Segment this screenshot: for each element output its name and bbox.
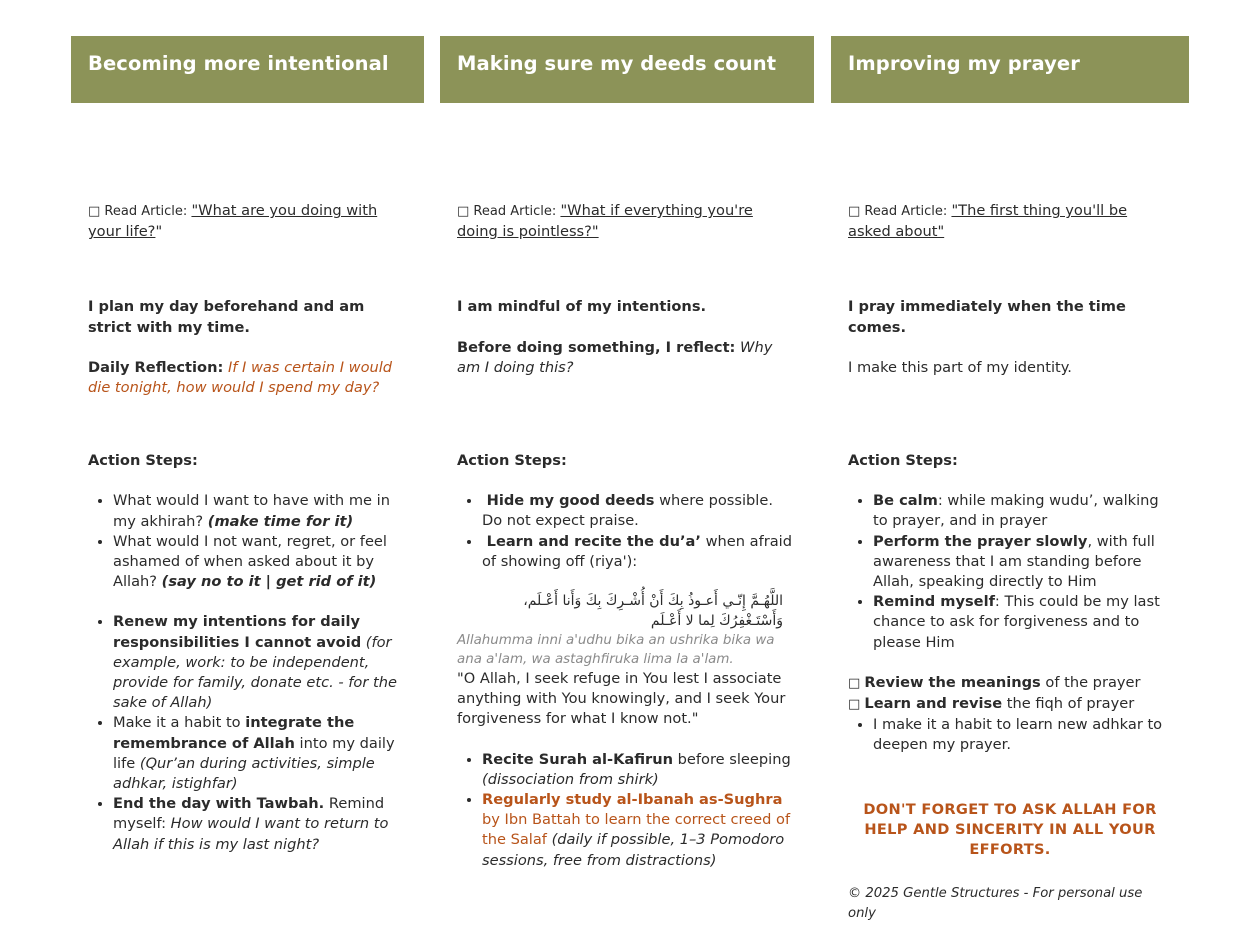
checkbox-item-meanings[interactable]	[848, 673, 1172, 694]
list-item	[873, 491, 1172, 531]
step-text: : This could be my last chance to ask for forgiveness and to please Him	[873, 593, 1160, 651]
step-bold: Renew my intentions for daily responsibilities I cannot avoid	[113, 613, 362, 651]
column-header: Becoming more intentional	[71, 36, 424, 103]
action-steps-list-2	[848, 715, 1172, 755]
reflection-label: Before doing something, I reflect:	[457, 338, 736, 356]
list-item	[113, 713, 407, 794]
list-item	[482, 750, 797, 790]
step-text: the fiqh of prayer	[1002, 695, 1135, 713]
action-steps-title: Action Steps:	[457, 452, 567, 470]
step-emphasis: How would I want to return to Allah if this is my last night?	[113, 815, 389, 853]
arabic-dua: اللَّهُـمَّ إِنّـي أَعـوذُ بِكَ أَنْ أُشْـرِكَ بِكَ وَأَنا أَعْـلَم، وَأَسْتَـغْفِرُكَ لِما لا أَعْـلَم	[523, 593, 783, 630]
article-link[interactable]: "What if everything you're doing is pointless?"	[457, 202, 753, 241]
step-bold: Review the meanings	[864, 673, 1041, 691]
step-bold: Recite Surah al-Kafirun	[482, 750, 674, 768]
article-suffix: "	[155, 223, 163, 241]
reflection-text: Why am I doing this?	[457, 338, 773, 376]
read-article-item	[457, 201, 797, 242]
column-prayer	[831, 36, 1189, 925]
list-item	[482, 790, 797, 871]
list-item	[482, 532, 797, 572]
step-bold: Remind myself	[873, 593, 995, 611]
list-item	[113, 532, 407, 593]
reflection-statement	[457, 338, 797, 378]
column-header: Improving my prayer	[831, 36, 1189, 103]
step-text: What would I want to have with me in my akhirah?	[113, 492, 390, 530]
checkbox-icon: □	[848, 697, 865, 713]
dua-transliteration: Allahumma inni a'udhu bika an ushrika bika wa ana a'lam, wa astaghfiruka lima la a'lam.	[457, 633, 775, 668]
step-emphasis: (Qur’an during activities, simple adhkar, istighfar)	[113, 754, 375, 793]
action-steps-list	[457, 491, 797, 572]
step-text: by Ibn Battah to learn the correct creed of the Salaf	[482, 811, 791, 849]
step-bold: Perform the prayer slowly	[873, 532, 1088, 550]
step-text: when afraid of showing off (riya'):	[482, 532, 792, 570]
list-item: • I make it a habit to learn new adhkar to deepen my prayer.	[873, 715, 1172, 755]
daily-reflection	[88, 358, 407, 398]
step-emphasis: (say no to it | get rid of it)	[161, 573, 377, 591]
step-bold: Learn and revise	[864, 695, 1003, 713]
column-intentional	[71, 36, 424, 855]
action-steps-list-2	[457, 750, 797, 871]
step-text: before sleeping	[673, 750, 791, 768]
step-text: , with full awareness that I am standing before Allah, speaking directly to Him	[873, 532, 1155, 591]
step-bold: Regularly study al-Ibanah as-Sughra	[482, 791, 783, 809]
article-prefix: □ Read Article:	[848, 204, 952, 219]
step-text: into my daily life	[113, 734, 395, 772]
step-text: of the prayer	[1040, 673, 1141, 691]
step-emphasis: (daily if possible, 1–3 Pomodoro sessions, free from distractions)	[482, 831, 785, 869]
identity-statement: I make this part of my identity.	[848, 358, 1072, 376]
step-bold: End the day with Tawbah.	[113, 795, 325, 813]
call-to-action: DON'T FORGET TO ASK ALLAH FOR HELP AND SINCERITY IN ALL YOUR EFFORTS.	[863, 800, 1157, 859]
list-item	[482, 491, 797, 531]
action-steps-list	[88, 491, 407, 854]
checkbox-icon: □	[848, 675, 865, 691]
step-bold: Learn and recite the du’a’	[486, 532, 701, 550]
list-item	[113, 612, 407, 713]
list-item	[113, 794, 407, 855]
read-article-item	[848, 201, 1172, 242]
habit-statement: I am mindful of my intentions.	[457, 298, 707, 316]
habit-statement: I pray immediately when the time comes.	[848, 298, 1126, 336]
article-link[interactable]: "The first thing you'll be asked about"	[848, 202, 1128, 241]
reflection-label: Daily Reflection:	[88, 358, 224, 376]
article-link[interactable]: "What are you doing with your life?	[88, 202, 378, 241]
step-text: What would I not want, regret, or feel ashamed of when asked about it by Allah?	[113, 532, 387, 591]
list-item	[113, 491, 407, 531]
copyright-notice: © 2025 Gentle Structures - For personal use only	[848, 886, 1143, 922]
habit-statement: I plan my day beforehand and am strict with my time.	[88, 298, 365, 336]
column-header: Making sure my deeds count	[440, 36, 814, 103]
action-steps-list	[848, 491, 1172, 653]
step-text: where possible. Do not expect praise.	[482, 492, 773, 530]
step-emphasis: (dissociation from shirk)	[482, 770, 659, 788]
action-steps-title: Action Steps:	[848, 452, 958, 470]
article-prefix: □ Read Article:	[457, 204, 561, 219]
step-emphasis: (for example, work: to be independent, provide for family, donate etc. - for the sake of Allah)	[113, 633, 397, 712]
step-bold: Be calm	[873, 492, 938, 510]
list-item	[873, 532, 1172, 593]
step-bold: Hide my good deeds	[486, 492, 655, 510]
step-emphasis: (make time for it)	[207, 512, 354, 530]
reflection-text: If I was certain I would die tonight, how would I spend my day?	[88, 358, 393, 397]
column-deeds	[440, 36, 814, 871]
action-steps-title: Action Steps:	[88, 452, 198, 470]
step-bold: integrate the remembrance of Allah	[113, 714, 355, 752]
step-text: Remind myself:	[113, 795, 385, 833]
list-item	[873, 592, 1172, 653]
step-text: : while making wudu’, walking to prayer, and in prayer	[873, 492, 1159, 530]
checkbox-item-fiqh[interactable]	[848, 694, 1172, 715]
dua-translation: "O Allah, I seek refuge in You lest I associate anything with You knowingly, and I seek Your forgiveness for what I know not."	[457, 670, 786, 728]
read-article-item	[88, 201, 407, 242]
step-text: Make it a habit to	[113, 714, 246, 732]
article-prefix: □ Read Article:	[88, 204, 192, 219]
